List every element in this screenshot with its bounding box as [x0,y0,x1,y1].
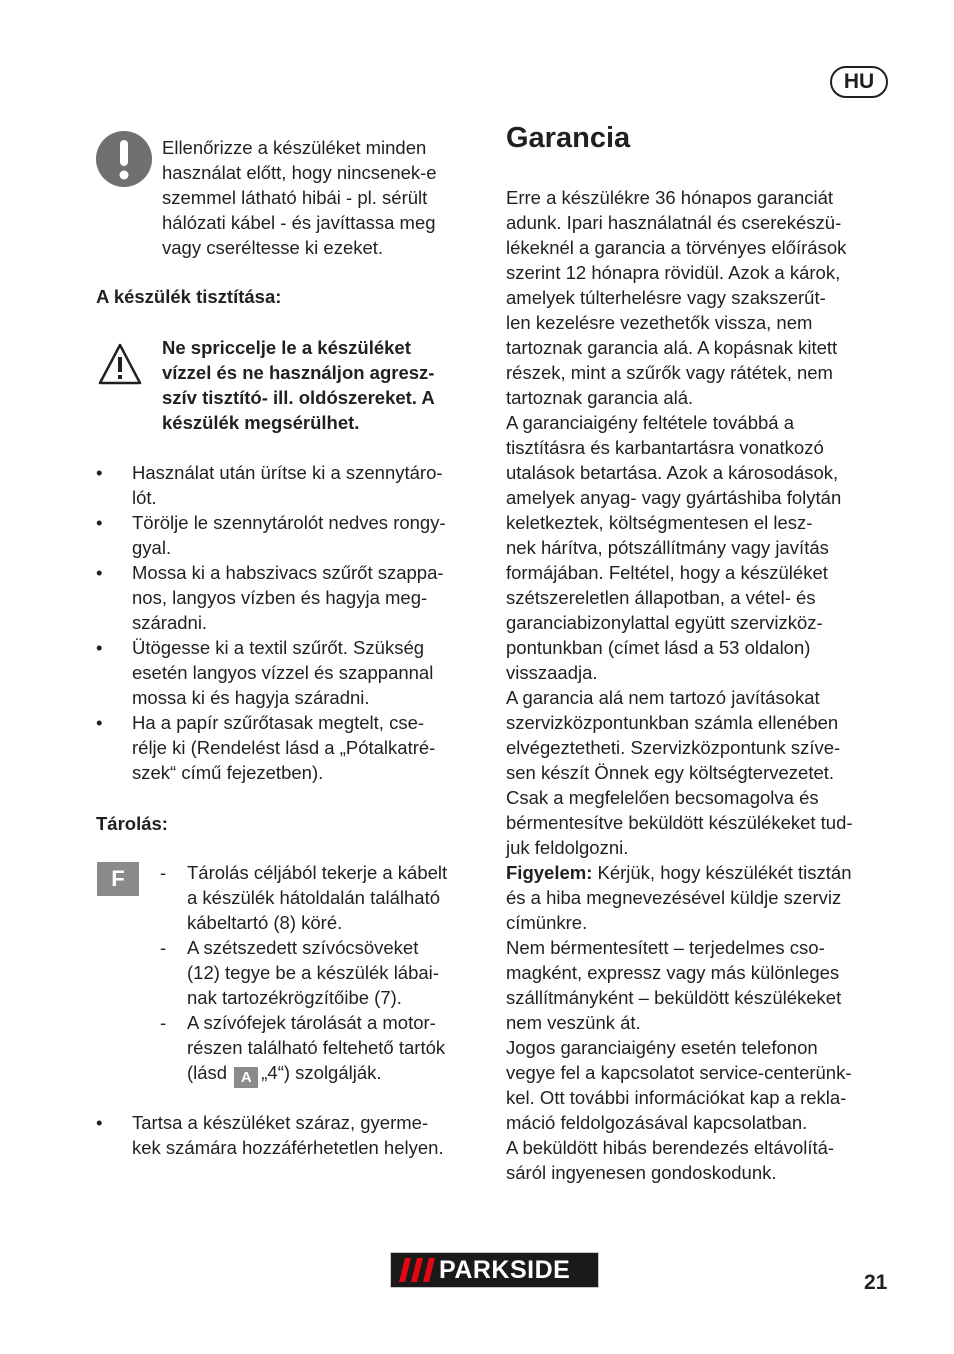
text-line: visszaadja. [506,662,598,683]
text-fragment: „4“) szolgálják. [261,1062,382,1083]
text-line: kel. Ott további információkat kap a rekla- [506,1087,847,1108]
dash-icon: - [160,1012,167,1033]
text-line: tisztításra és karbantartásra vonatkozó [506,437,824,458]
text-line: mossa ki és hagyja száradni. [132,687,370,708]
bullet-icon: • [96,562,103,583]
list-item [96,510,486,560]
text-line: használat előtt, hogy nincsenek-e [162,162,437,183]
bullet-icon: • [96,462,103,483]
text-line: tartoznak garancia alá. A kopásnak kitett [506,337,838,358]
text-line: A beküldött hibás berendezés eltávolítá- [506,1137,835,1158]
text-line: A garanciaigény feltétele továbbá a [506,412,794,433]
warning-text [162,335,482,435]
text-line: nos, langyos vízben és hagyja meg- [132,587,428,608]
text-line: Ne spriccelje le a készüléket [162,337,411,358]
text-line: máció feldolgozásával kapcsolatban. [506,1112,808,1133]
text-line: Erre a készülékre 36 hónapos garanciát [506,187,834,208]
text-line: garanciabizonylattal együtt szervizköz- [506,612,823,633]
text-line: Ha a papír szűrőtasak megtelt, cse- [132,712,425,733]
text-line: rélje ki (Rendelést lásd a „Pótalkatré- [132,737,436,758]
text-line: szemmel látható hibái - pl. sérült [162,187,428,208]
text-line [506,860,896,885]
text-line: Ütögesse ki a textil szűrőt. Szükség [132,637,425,658]
text-line: részen található feltehető tartók [187,1037,446,1058]
text-line: keletkeztek, költségmentesen el lesz- [506,512,813,533]
text-line [187,1060,490,1088]
dash-icon: - [160,862,167,883]
text-line: Csak a megfelelően becsomagolva és [506,787,819,808]
text-line: elvégeztetheti. Szervizközpontunk szíve- [506,737,841,758]
text-line: amelyek túlterhelésre vagy szakszerűt- [506,287,826,308]
list-item [160,860,490,935]
text-line: hálózati kábel - és javíttassa meg [162,212,436,233]
list-item [96,710,486,785]
text-line: címünkre. [506,912,588,933]
text-line: szervizközpontunkban számla ellenében [506,712,839,733]
logo-stripes-icon [399,1258,437,1282]
warning-triangle-icon [97,341,143,392]
text-line: len kezelésre vezethetők vissza, nem [506,312,813,333]
list-item [160,935,490,1010]
text-line: nek hárítva, pótszállítmány vagy javítás [506,537,829,558]
text-line: gyal. [132,537,172,558]
text-line: Jogos garanciaigény esetén telefonon [506,1037,818,1058]
text-line: Tartsa a készüléket száraz, gyerme- [132,1112,429,1133]
text-line: szerint 12 hónapra rövidül. Azok a károk, [506,262,841,283]
list-item [160,1010,490,1088]
figure-f-label: F [97,862,139,896]
text-line: utalások betartása. Azok a károsodások, [506,462,839,483]
text-line: sáról ingyenesen gondoskodunk. [506,1162,777,1183]
bullet-icon: • [96,712,103,733]
text-line: Mossa ki a habszivacs szűrőt szappa- [132,562,444,583]
bullet-icon: • [96,637,103,658]
text-line: A szétszedett szívócsöveket [187,937,419,958]
text-line: Ellenőrizze a készüléket minden [162,137,427,158]
text-line: száradni. [132,612,208,633]
attention-label: Figyelem: [506,862,593,883]
parkside-logo [390,1252,599,1288]
text-line: szek“ című fejezetben). [132,762,324,783]
text-line: részek, mint a szűrők vagy rátétek, nem [506,362,833,383]
bullet-icon: • [96,512,103,533]
text-line: lékeknél a garancia a törvényes előírások [506,237,847,258]
cleaning-heading: A készülék tisztítása: [96,286,282,307]
dash-icon: - [160,937,167,958]
text-fragment: Kérjük, hogy készülékét tisztán [592,862,852,883]
list-item [96,560,486,635]
page-number: 21 [864,1271,888,1294]
text-line: Tárolás céljából tekerje a kábelt [187,862,448,883]
list-item [96,635,486,710]
section-title: Garancia [506,122,631,154]
text-line: vagy cseréltesse ki ezeket. [162,237,384,258]
text-line: és a hiba megnevezésével küldje szerviz [506,887,842,908]
brand-name: PARKSIDE [439,1256,571,1284]
text-line: Használat után ürítse ki a szennytáro- [132,462,443,483]
text-line: szállítmányként – beküldött készülékeket [506,987,842,1008]
text-line: formájában. Feltétel, hogy a készüléket [506,562,828,583]
text-line: adunk. Ipari használatnál és cserekészü- [506,212,842,233]
storage-heading: Tárolás: [96,813,168,834]
text-line: esetén langyos vízzel és szappannal [132,662,434,683]
text-line: sen készít Önnek egy költségtervezetet. [506,762,835,783]
text-line: lót. [132,487,157,508]
warranty-text [506,185,896,1185]
cleaning-steps-list [96,460,486,785]
text-line: kek számára hozzáférhetetlen helyen. [132,1137,444,1158]
text-line: juk feldolgozni. [506,837,629,858]
text-line: tartoznak garancia alá. [506,387,694,408]
text-fragment: (lásd [187,1062,228,1083]
text-line: bérmentesítve beküldött készülékeket tud- [506,812,853,833]
language-badge: HU [830,66,888,98]
text-line: A garancia alá nem tartozó javításokat [506,687,820,708]
text-line: kábeltartó (8) köré. [187,912,343,933]
text-line: vízzel és ne használjon agresz- [162,362,435,383]
text-line: szív tisztító- ill. oldószereket. A [162,387,435,408]
bullet-icon: • [96,1112,103,1133]
list-item [96,460,486,510]
text-line: nak tartozékrögzítőibe (7). [187,987,402,1008]
final-bullet-list [96,1110,486,1160]
text-line: a készülék hátoldalán található [187,887,441,908]
storage-steps-list [160,860,490,1088]
text-line: pontunkban (címet lásd a 53 oldalon) [506,637,811,658]
text-line: A szívófejek tárolását a motor- [187,1012,436,1033]
text-line: szétszereletlen állapotban, a vétel- és [506,587,816,608]
text-line: készülék megsérülhet. [162,412,360,433]
text-line: nem veszünk át. [506,1012,641,1033]
list-item [96,1110,486,1160]
exclamation-notice-icon [96,131,152,187]
text-line: vegye fel a kapcsolatot service-centerünk- [506,1062,852,1083]
text-line: amelyek anyag- vagy gyártáshiba folytán [506,487,842,508]
text-line: (12) tegye be a készülék lábai- [187,962,439,983]
text-line: magként, expressz vagy más különleges [506,962,840,983]
check-notice-text [162,135,482,260]
text-line: Törölje le szennytárolót nedves rongy- [132,512,446,533]
figure-a-label: A [234,1067,258,1088]
text-line: Nem bérmentesített – terjedelmes cso- [506,937,825,958]
